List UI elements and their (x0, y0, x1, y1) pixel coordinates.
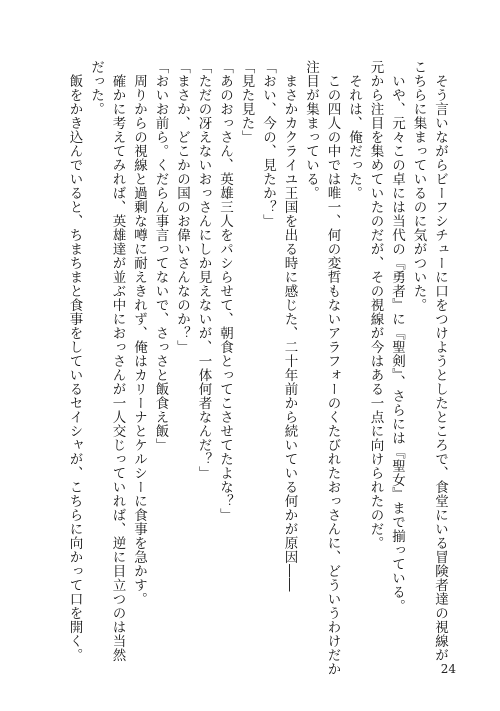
text-line: だった。 (88, 60, 104, 116)
text-line: 「見た見た」 (238, 60, 255, 144)
text-line: この四人の中では唯一、何の変哲もないアラフォーのくたびれたおっさんに、どういうわけだか (324, 60, 341, 676)
page-number: 24 (440, 662, 456, 676)
text-line: いや、元々この卓には当代の『勇者』に『聖剣』、さらには『聖女』まで揃っている。 (389, 60, 405, 614)
text-line: 確かに考えてみれば、英雄達が並ぶ中におっさんが一人交じっていれば、逆に目立つのは当然 (109, 60, 126, 662)
text-line: こちらに集まっているのに気がついた。 (410, 60, 427, 312)
text-line: 「ただの冴えないおっさんにしか見えないが、一体何者なんだ？」 (195, 60, 212, 480)
text-line: 飯をかき込んでいると、ちまちまと食事をしているセイシャが、こちらに向かって口を開く。 (66, 60, 83, 662)
text-line: 「おいお前ら。くだらん事言ってないで、さっさと飯食え飯」 (152, 60, 169, 452)
text-line: 「まさか、どこかの国のお偉いさんなのか？」 (174, 60, 190, 354)
text-line: 元から注目を集めていたのだが、その視線が今はある一点に向けられたのだ。 (367, 60, 384, 550)
text-line: そう言いながらビーフシチューに口をつけようとしたところで、食堂にいる冒険者達の視線が (432, 60, 448, 662)
text-line: 「あのおっさん、英雄三人をパシらせて、朝食とってこさせてたよな？」 (217, 60, 233, 522)
text-line: 注目が集まっている。 (303, 60, 319, 200)
text-line: 周りからの視線と過剰な噂に耐えきれず、俺はカリーナとケルシーに食事を急かす。 (131, 60, 147, 606)
text-line: 「おい、今の、見たか？」 (260, 60, 276, 228)
text-line: まさかカクライユ王国を出る時に感じた、二十年前から続いている何かが原因―― (281, 60, 298, 592)
text-line: それは、俺だった。 (346, 60, 362, 200)
